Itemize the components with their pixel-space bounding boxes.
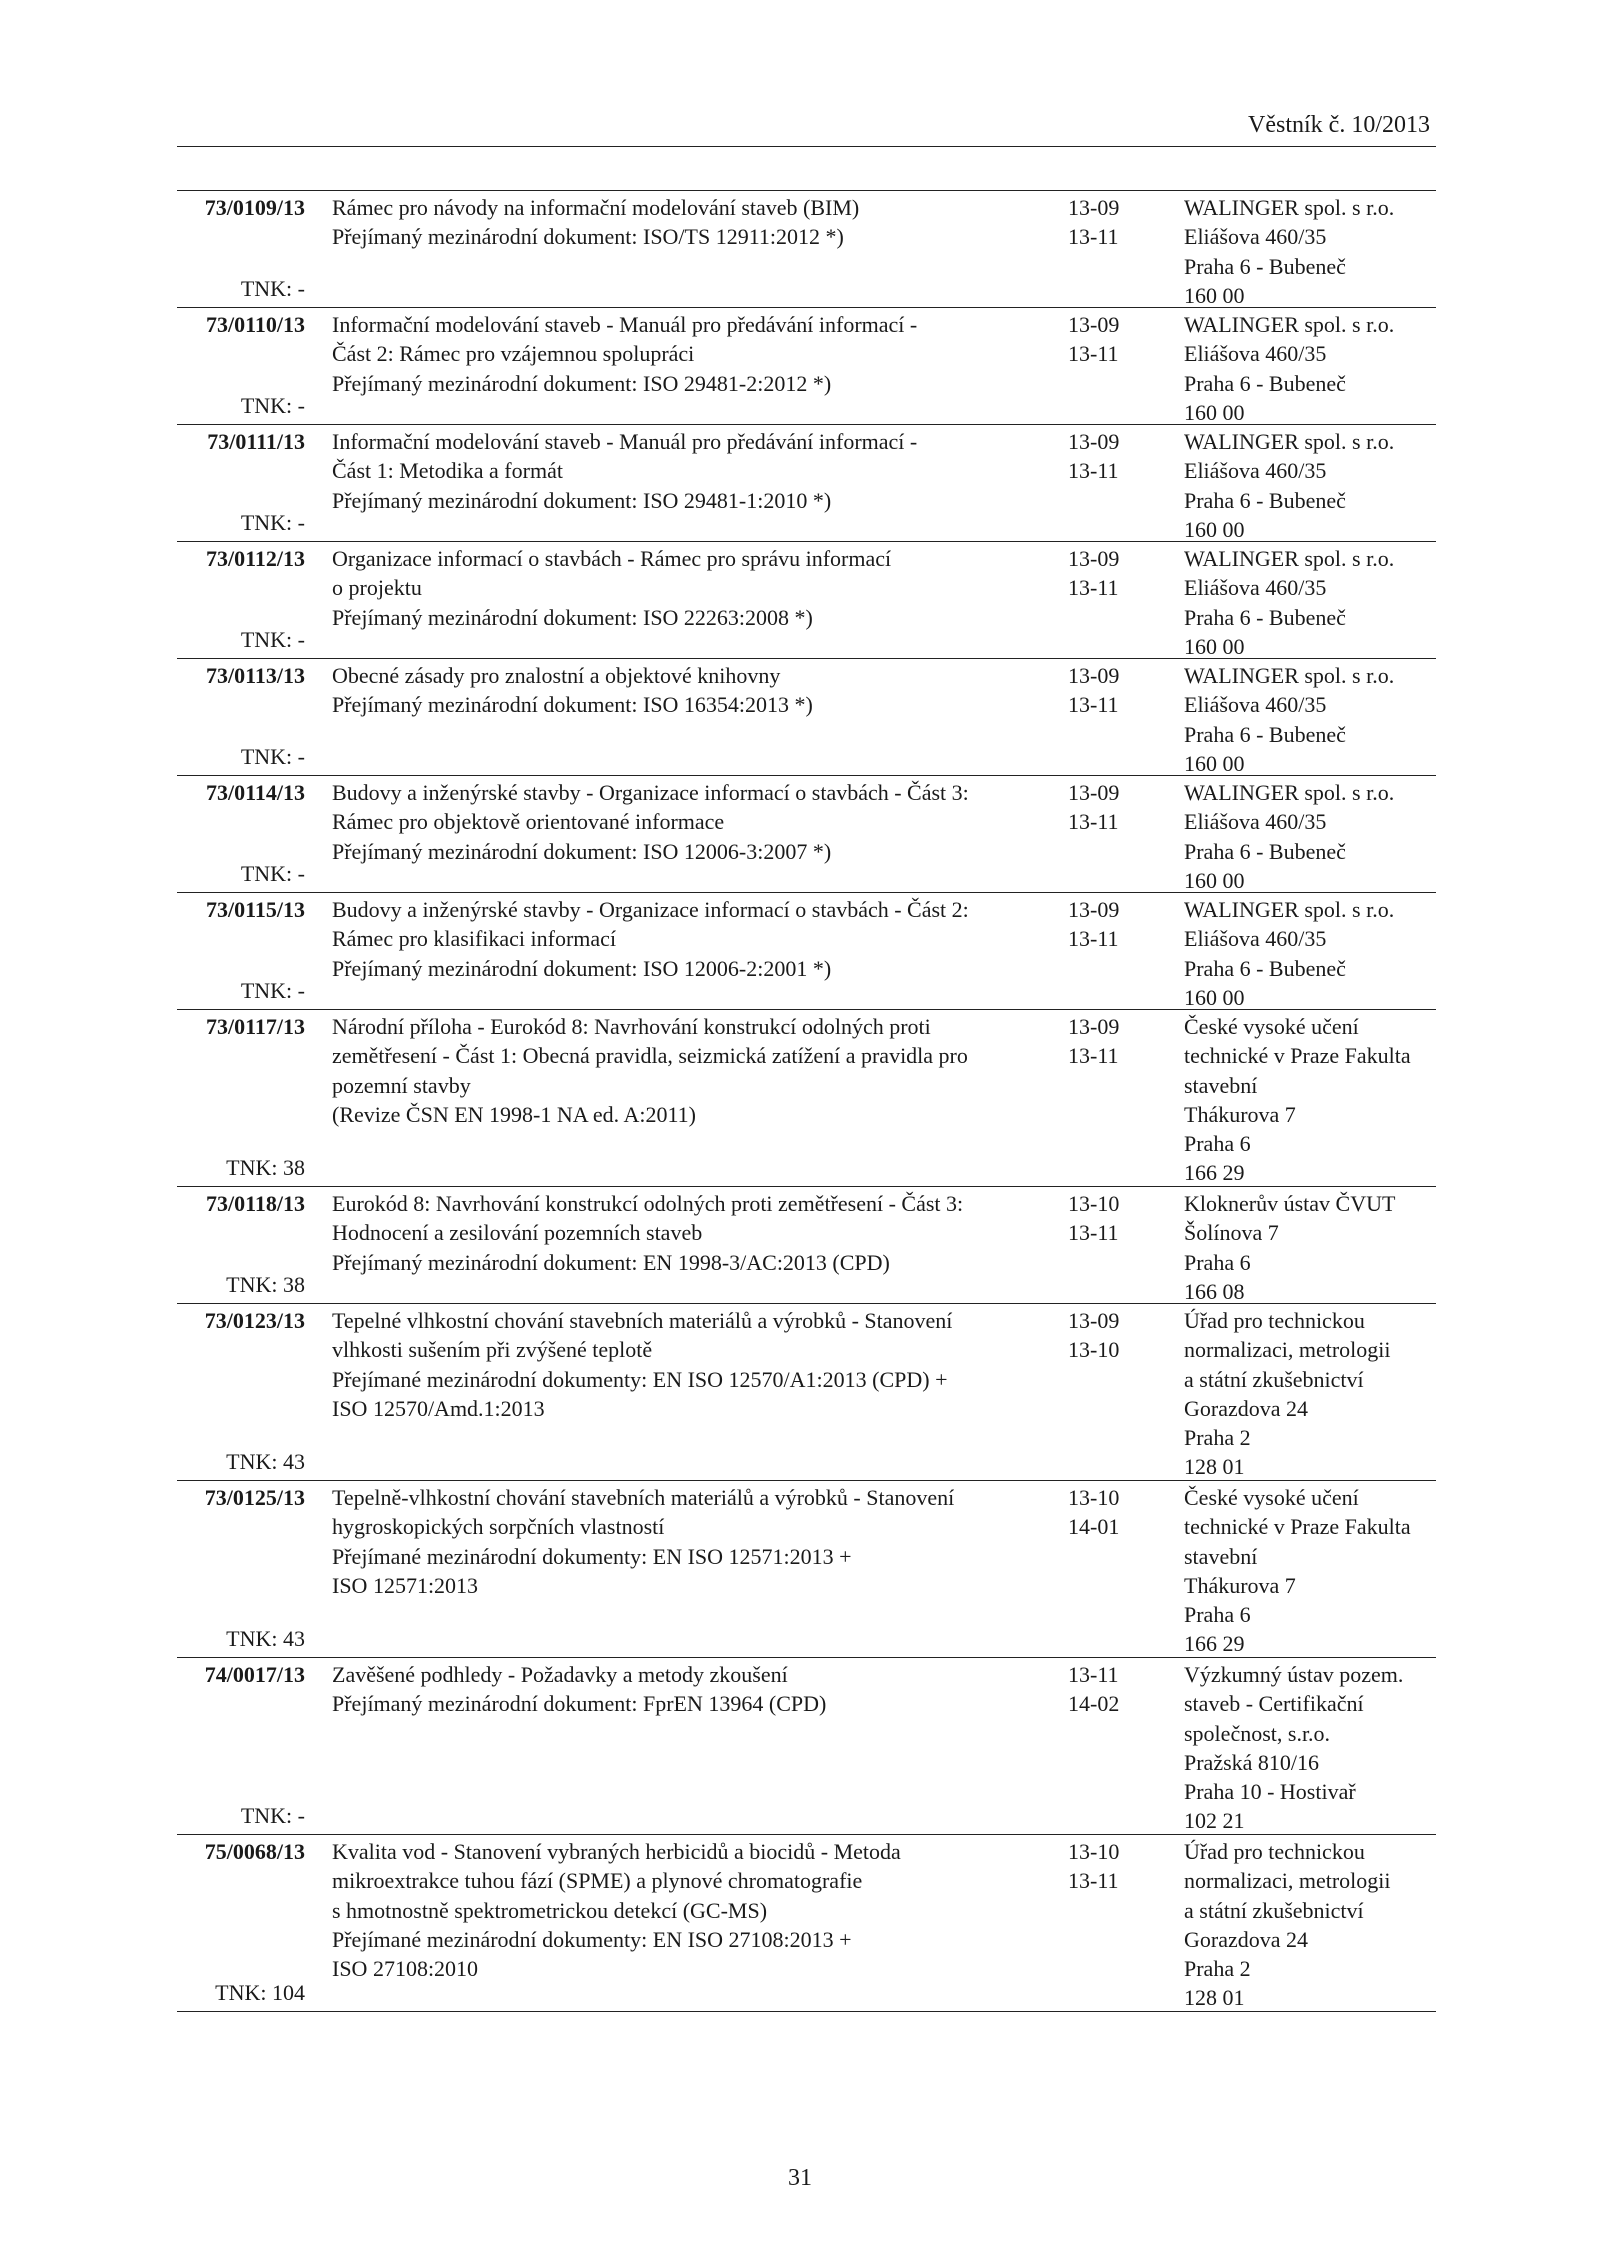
processor-address [1184, 895, 1439, 1012]
review-dates [1068, 1012, 1148, 1071]
review-dates-line: 13-09 [1068, 429, 1120, 454]
review-dates [1068, 778, 1148, 837]
standard-description-line: Přejímané mezinárodní dokumenty: EN ISO 12571:2013 + [332, 1543, 852, 1569]
standard-description [332, 661, 1022, 720]
processor-address-line: 160 00 [1184, 633, 1245, 659]
review-dates-line: 13-09 [1068, 1014, 1120, 1039]
review-dates-line: 13-11 [1068, 341, 1119, 367]
review-dates-line: 13-10 [1068, 1191, 1120, 1216]
table-row [177, 425, 1436, 542]
processor-address-line: Eliášova 460/35 [1184, 926, 1327, 952]
standard-description-line: Přejímaný mezinárodní dokument: ISO/TS 12911:2012 *) [332, 224, 844, 250]
table-row [177, 1658, 1436, 1835]
header-divider [177, 146, 1436, 147]
standard-description-line: Informační modelování staveb - Manuál pro předávání informací - [332, 429, 918, 454]
table-row [177, 659, 1436, 776]
standard-description [332, 895, 1022, 983]
processor-address-line: 166 29 [1184, 1631, 1245, 1657]
processor-address-line: 160 00 [1184, 399, 1245, 425]
table-row [177, 191, 1436, 308]
draft-number: 73/0109/13 [204, 195, 305, 220]
processor-address-line: normalizaci, metrologii [1184, 1337, 1391, 1363]
review-dates-line: 13-09 [1068, 546, 1120, 571]
standard-description [332, 1189, 1022, 1277]
standard-description-line: zemětřesení - Část 1: Obecná pravidla, seizmická zatížení a pravidla pro [332, 1043, 968, 1069]
table-row [177, 1481, 1436, 1658]
standard-description [332, 310, 1022, 398]
processor-address-line: společnost, s.r.o. [1184, 1720, 1331, 1746]
processor-address-line: Eliášova 460/35 [1184, 809, 1327, 835]
processor-address-line: Eliášova 460/35 [1184, 458, 1327, 484]
review-dates-line: 13-11 [1068, 458, 1119, 484]
review-dates-line: 13-11 [1068, 1043, 1119, 1069]
review-dates [1068, 1660, 1148, 1719]
processor-address-line: Gorazdova 24 [1184, 1926, 1309, 1952]
standard-description-line: Informační modelování staveb - Manuál pro předávání informací - [332, 312, 918, 337]
draft-number: 74/0017/13 [204, 1662, 305, 1687]
standard-description-line: Budovy a inženýrské stavby - Organizace informací o stavbách - Část 3: [332, 780, 969, 805]
standard-description [332, 193, 1022, 252]
standard-description-line: vlhkosti sušením při zvýšené teplotě [332, 1337, 653, 1363]
tnk-code: TNK: - [240, 626, 305, 652]
processor-address-line: Praha 6 - Bubeneč [1184, 838, 1346, 864]
standard-description-line: Organizace informací o stavbách - Rámec pro správu informací [332, 546, 892, 571]
standard-description [332, 1306, 1022, 1423]
processor-address-line: Praha 6 - Bubeneč [1184, 370, 1346, 396]
review-dates-line: 13-09 [1068, 312, 1120, 337]
table-row [177, 893, 1436, 1010]
processor-address-line: Úřad pro technickou [1184, 1839, 1365, 1864]
review-dates [1068, 895, 1148, 954]
processor-address-line: Úřad pro technickou [1184, 1308, 1365, 1333]
standard-description-line: Přejímaný mezinárodní dokument: ISO 12006-2:2001 *) [332, 955, 832, 981]
standard-description-line: Část 2: Rámec pro vzájemnou spolupráci [332, 341, 695, 367]
review-dates-line: 13-11 [1068, 926, 1119, 952]
processor-address-line: Eliášova 460/35 [1184, 575, 1327, 601]
standard-description-line: hygroskopických sorpčních vlastností [332, 1514, 665, 1540]
processor-address-line: WALINGER spol. s r.o. [1184, 429, 1395, 454]
draft-number: 73/0117/13 [205, 1014, 305, 1039]
processor-address-line: a státní zkušebnictví [1184, 1897, 1364, 1923]
review-dates-line: 13-09 [1068, 663, 1120, 688]
draft-number: 75/0068/13 [204, 1839, 305, 1864]
review-dates-line: 14-01 [1068, 1514, 1120, 1540]
table-row [177, 1187, 1436, 1304]
table-row [177, 1304, 1436, 1481]
review-dates-line: 13-10 [1068, 1839, 1120, 1864]
processor-address-line: Pražská 810/16 [1184, 1749, 1320, 1775]
processor-address [1184, 1660, 1439, 1836]
review-dates [1068, 427, 1148, 486]
processor-address [1184, 1483, 1439, 1659]
processor-address-line: Šolínova 7 [1184, 1220, 1279, 1246]
review-dates [1068, 193, 1148, 252]
draft-number: 73/0115/13 [205, 897, 305, 922]
standard-description-line: Rámec pro návody na informační modelování staveb (BIM) [332, 195, 860, 220]
processor-address-line: WALINGER spol. s r.o. [1184, 195, 1395, 220]
processor-address-line: Praha 2 [1184, 1956, 1251, 1982]
processor-address-line: 102 21 [1184, 1808, 1245, 1834]
standard-description-line: ISO 27108:2010 [332, 1956, 479, 1982]
tnk-code: TNK: - [240, 509, 305, 535]
tnk-code: TNK: 104 [215, 1979, 305, 2005]
table-row [177, 1010, 1436, 1187]
processor-address [1184, 310, 1439, 427]
review-dates-line: 13-11 [1068, 1662, 1119, 1687]
standard-description [332, 427, 1022, 515]
review-dates [1068, 1837, 1148, 1896]
standard-description-line: Přejímaný mezinárodní dokument: FprEN 13964 (CPD) [332, 1691, 827, 1717]
standard-description [332, 544, 1022, 632]
review-dates [1068, 544, 1148, 603]
standard-description-line: Hodnocení a zesilování pozemních staveb [332, 1220, 703, 1246]
standard-description-line: Přejímaný mezinárodní dokument: EN 1998-3/AC:2013 (CPD) [332, 1249, 890, 1275]
draft-number: 73/0110/13 [205, 312, 305, 337]
review-dates [1068, 1483, 1148, 1542]
processor-address [1184, 1837, 1439, 2013]
review-dates-line: 13-09 [1068, 897, 1120, 922]
journal-title: Věstník č. 10/2013 [1248, 112, 1430, 138]
standard-description-line: Přejímaný mezinárodní dokument: ISO 29481-1:2010 *) [332, 487, 832, 513]
processor-address [1184, 1189, 1439, 1306]
review-dates-line: 13-09 [1068, 780, 1120, 805]
standard-description-line: Přejímané mezinárodní dokumenty: EN ISO 12570/A1:2013 (CPD) + [332, 1366, 948, 1392]
processor-address-line: Praha 6 - Bubeneč [1184, 604, 1346, 630]
draft-number: 73/0112/13 [205, 546, 305, 571]
processor-address [1184, 1306, 1439, 1482]
standard-description [332, 1837, 1022, 1983]
processor-address-line: České vysoké učení [1184, 1014, 1359, 1039]
processor-address-line: 160 00 [1184, 750, 1245, 776]
review-dates [1068, 1189, 1148, 1248]
standard-description-line: (Revize ČSN EN 1998-1 NA ed. A:2011) [332, 1101, 696, 1127]
standard-description-line: Národní příloha - Eurokód 8: Navrhování konstrukcí odolných proti [332, 1014, 931, 1039]
processor-address-line: Thákurova 7 [1184, 1572, 1296, 1598]
processor-address-line: Praha 10 - Hostivař [1184, 1779, 1356, 1805]
processor-address [1184, 661, 1439, 778]
processor-address-line: WALINGER spol. s r.o. [1184, 663, 1395, 688]
review-dates [1068, 661, 1148, 720]
review-dates-line: 13-11 [1068, 1220, 1119, 1246]
processor-address-line: 166 08 [1184, 1278, 1245, 1304]
standard-description [332, 1483, 1022, 1600]
standard-description-line: ISO 12571:2013 [332, 1572, 479, 1598]
standard-description-line: Část 1: Metodika a formát [332, 458, 563, 484]
processor-address-line: 128 01 [1184, 1985, 1245, 2011]
review-dates-line: 13-11 [1068, 1868, 1119, 1894]
tnk-code: TNK: - [240, 860, 305, 886]
standard-description-line: s hmotnostně spektrometrickou detekcí (GC-MS) [332, 1897, 768, 1923]
review-dates-line: 13-09 [1068, 1308, 1120, 1333]
draft-number: 73/0111/13 [207, 429, 305, 454]
processor-address-line: WALINGER spol. s r.o. [1184, 312, 1395, 337]
page-number: 31 [788, 2165, 812, 2191]
review-dates-line: 13-11 [1068, 809, 1119, 835]
processor-address-line: staveb - Certifikační [1184, 1691, 1364, 1717]
processor-address-line: WALINGER spol. s r.o. [1184, 897, 1395, 922]
draft-number: 73/0123/13 [204, 1308, 305, 1333]
standard-description-line: Přejímaný mezinárodní dokument: ISO 12006-3:2007 *) [332, 838, 832, 864]
standard-description-line: Přejímané mezinárodní dokumenty: EN ISO 27108:2013 + [332, 1926, 852, 1952]
processor-address-line: stavební [1184, 1072, 1258, 1098]
standard-description-line: pozemní stavby [332, 1072, 471, 1098]
processor-address-line: 160 00 [1184, 282, 1245, 308]
table-row [177, 542, 1436, 659]
review-dates [1068, 1306, 1148, 1365]
review-dates-line: 13-10 [1068, 1485, 1120, 1510]
processor-address [1184, 193, 1439, 310]
processor-address-line: normalizaci, metrologii [1184, 1868, 1391, 1894]
processor-address-line: 160 00 [1184, 984, 1245, 1010]
tnk-code: TNK: 43 [226, 1448, 305, 1474]
processor-address-line: WALINGER spol. s r.o. [1184, 546, 1395, 571]
processor-address-line: stavební [1184, 1543, 1258, 1569]
processor-address-line: 160 00 [1184, 516, 1245, 542]
processor-address-line: Praha 6 [1184, 1249, 1251, 1275]
draft-number: 73/0114/13 [205, 780, 305, 805]
processor-address [1184, 427, 1439, 544]
standards-table [177, 190, 1436, 2012]
processor-address-line: České vysoké učení [1184, 1485, 1359, 1510]
standard-description-line: Tepelně-vlhkostní chování stavebních materiálů a výrobků - Stanovení [332, 1485, 955, 1510]
tnk-code: TNK: - [240, 743, 305, 769]
processor-address-line: Eliášova 460/35 [1184, 341, 1327, 367]
draft-number: 73/0118/13 [205, 1191, 305, 1216]
processor-address-line: Thákurova 7 [1184, 1101, 1296, 1127]
processor-address-line: Praha 6 - Bubeneč [1184, 955, 1346, 981]
standard-description-line: Rámec pro objektově orientované informace [332, 809, 725, 835]
tnk-code: TNK: - [240, 392, 305, 418]
tnk-code: TNK: - [240, 977, 305, 1003]
tnk-code: TNK: 43 [226, 1625, 305, 1651]
processor-address [1184, 544, 1439, 661]
processor-address-line: Praha 6 [1184, 1131, 1251, 1157]
processor-address-line: 166 29 [1184, 1160, 1245, 1186]
tnk-code: TNK: 38 [226, 1271, 305, 1297]
processor-address-line: Výzkumný ústav pozem. [1184, 1662, 1404, 1687]
processor-address-line: Praha 6 - Bubeneč [1184, 721, 1346, 747]
processor-address-line: Kloknerův ústav ČVUT [1184, 1191, 1396, 1216]
tnk-code: TNK: - [240, 1802, 305, 1828]
standard-description-line: Přejímaný mezinárodní dokument: ISO 29481-2:2012 *) [332, 370, 832, 396]
processor-address-line: Praha 2 [1184, 1425, 1251, 1451]
review-dates-line: 13-11 [1068, 692, 1119, 718]
processor-address-line: Praha 6 - Bubeneč [1184, 253, 1346, 279]
review-dates-line: 13-11 [1068, 575, 1119, 601]
table-row [177, 1835, 1436, 2012]
processor-address-line: Praha 6 [1184, 1602, 1251, 1628]
review-dates-line: 13-09 [1068, 195, 1120, 220]
draft-number: 73/0113/13 [205, 663, 305, 688]
standard-description-line: Přejímaný mezinárodní dokument: ISO 22263:2008 *) [332, 604, 813, 630]
standard-description [332, 1660, 1022, 1719]
processor-address-line: a státní zkušebnictví [1184, 1366, 1364, 1392]
processor-address-line: 128 01 [1184, 1454, 1245, 1480]
processor-address [1184, 1012, 1439, 1188]
table-row [177, 776, 1436, 893]
standard-description-line: Kvalita vod - Stanovení vybraných herbicidů a biocidů - Metoda [332, 1839, 901, 1864]
tnk-code: TNK: - [240, 275, 305, 301]
processor-address [1184, 778, 1439, 895]
standard-description-line: Tepelné vlhkostní chování stavebních materiálů a výrobků - Stanovení [332, 1308, 953, 1333]
processor-address-line: Eliášova 460/35 [1184, 224, 1327, 250]
standard-description [332, 1012, 1022, 1129]
standard-description-line: mikroextrakce tuhou fází (SPME) a plynové chromatografie [332, 1868, 863, 1894]
table-row [177, 308, 1436, 425]
processor-address-line: WALINGER spol. s r.o. [1184, 780, 1395, 805]
processor-address-line: technické v Praze Fakulta [1184, 1514, 1411, 1540]
standard-description-line: Obecné zásady pro znalostní a objektové knihovny [332, 663, 781, 688]
processor-address-line: technické v Praze Fakulta [1184, 1043, 1411, 1069]
review-dates-line: 13-11 [1068, 224, 1119, 250]
standard-description-line: Rámec pro klasifikaci informací [332, 926, 617, 952]
standard-description-line: Budovy a inženýrské stavby - Organizace informací o stavbách - Část 2: [332, 897, 969, 922]
processor-address-line: 160 00 [1184, 867, 1245, 893]
processor-address-line: Eliášova 460/35 [1184, 692, 1327, 718]
review-dates-line: 14-02 [1068, 1691, 1120, 1717]
review-dates [1068, 310, 1148, 369]
standard-description-line: Eurokód 8: Navrhování konstrukcí odolných proti zemětřesení - Část 3: [332, 1191, 964, 1216]
standard-description-line: o projektu [332, 575, 422, 601]
draft-number: 73/0125/13 [204, 1485, 305, 1510]
standard-description-line: ISO 12570/Amd.1:2013 [332, 1395, 545, 1421]
processor-address-line: Gorazdova 24 [1184, 1395, 1309, 1421]
standard-description [332, 778, 1022, 866]
processor-address-line: Praha 6 - Bubeneč [1184, 487, 1346, 513]
standard-description-line: Zavěšené podhledy - Požadavky a metody zkoušení [332, 1662, 788, 1687]
standard-description-line: Přejímaný mezinárodní dokument: ISO 16354:2013 *) [332, 692, 813, 718]
tnk-code: TNK: 38 [226, 1154, 305, 1180]
review-dates-line: 13-10 [1068, 1337, 1120, 1363]
